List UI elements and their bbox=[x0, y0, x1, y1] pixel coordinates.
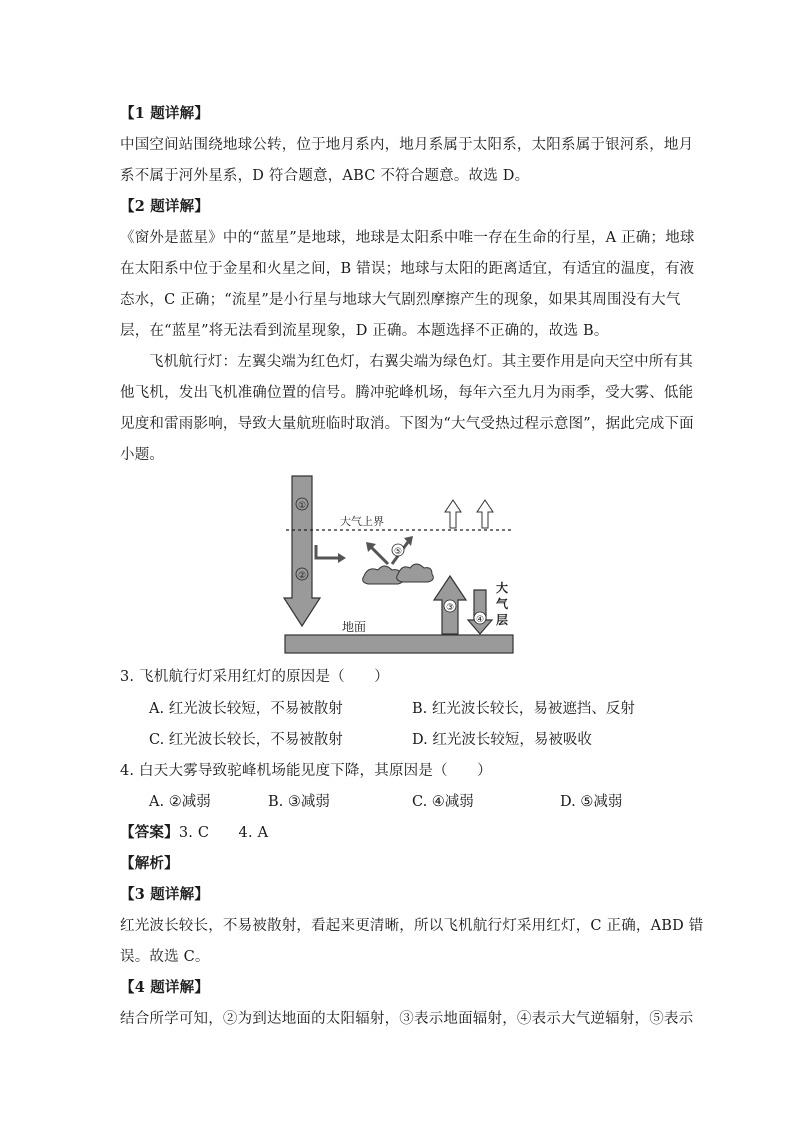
intro-line-2: 他飞机，发出飞机准确位置的信号。腾冲驼峰机场，每年六至九月为雨季，受大雾、低能 bbox=[120, 385, 694, 401]
scatter-arrow-a bbox=[370, 546, 388, 564]
q2-explanation-line-4: 层，在“蓝星”将无法看到流星现象，D 正确。本题选择不正确的，故选 B。 bbox=[120, 323, 609, 339]
intro-line-4: 小题。 bbox=[120, 447, 165, 463]
cloud-2 bbox=[397, 564, 434, 582]
q2-explanation-line-1: 《窗外是蓝星》中的“蓝星”是地球，地球是太阳系中唯一存在生命的行星，A 正确；地球 bbox=[120, 230, 695, 246]
heading-analysis: 【解析】 bbox=[120, 855, 179, 872]
reflection-arrow-line bbox=[316, 545, 338, 558]
q3-option-c: C. 红光波长较长，不易被散射 bbox=[149, 732, 343, 748]
heading-q3-explanation: 【3 题详解】 bbox=[120, 886, 210, 903]
atmosphere-top-label: 大气上界 bbox=[340, 515, 384, 528]
q4-option-d: D. ⑤减弱 bbox=[560, 794, 623, 810]
q3-option-b: B. 红光波长较长，易被遮挡、反射 bbox=[412, 701, 635, 717]
q1-explanation-line-2: 系不属于河外星系，D 符合题意，ABC 不符合题意。故选 D。 bbox=[120, 168, 530, 184]
q1-explanation-line-1: 中国空间站围绕地球公转，位于地月系内，地月系属于太阳系，太阳系属于银河系，地月 bbox=[120, 137, 694, 153]
outgoing-arrow-1 bbox=[445, 500, 461, 528]
heading-q1-explanation: 【1 题详解】 bbox=[120, 105, 210, 122]
q2-explanation-line-3: 态水，C 正确；“流星”是小行星与地球大气剧烈摩擦产生的现象，如果其周围没有大气 bbox=[120, 292, 681, 308]
q3-explanation-line-1: 红光波长较长，不易被散射，看起来更清晰，所以飞机航行灯采用红灯，C 正确，ABD 错 bbox=[120, 918, 704, 934]
intro-line-3: 见度和雷雨影响，导致大量航班临时取消。下图为“大气受热过程示意图”，据此完成下面 bbox=[120, 416, 694, 432]
question-3-stem: 3. 飞机航行灯采用红灯的原因是（ ） bbox=[120, 669, 389, 685]
atmosphere-label-2: 气 bbox=[495, 597, 509, 611]
ground-bar bbox=[285, 635, 513, 653]
q3-option-d: D. 红光波长较短，易被吸收 bbox=[412, 732, 592, 748]
q3-explanation-line-2: 误。故选 C。 bbox=[120, 949, 210, 965]
marker-3-label: ③ bbox=[445, 603, 455, 613]
question-4-stem: 4. 白天大雾导致驼峰机场能见度下降，其原因是（ ） bbox=[120, 763, 492, 779]
atmosphere-label-3: 层 bbox=[495, 613, 509, 627]
q4-option-c: C. ④减弱 bbox=[412, 794, 474, 810]
intro-line-1: 飞机航行灯：左翼尖端为红色灯，右翼尖端为绿色灯。其主要作用是向天空中所有其 bbox=[149, 354, 693, 370]
atmosphere-heating-diagram bbox=[280, 470, 520, 660]
heading-q2-explanation: 【2 题详解】 bbox=[120, 198, 210, 215]
heading-q4-explanation: 【4 题详解】 bbox=[120, 979, 210, 996]
answer-label: 【答案】 bbox=[120, 824, 179, 841]
marker-2-label: ② bbox=[297, 571, 307, 581]
answer-row bbox=[120, 821, 268, 842]
outgoing-arrow-2 bbox=[477, 500, 493, 528]
reflection-arrow-head bbox=[338, 553, 346, 563]
marker-5-label: ⑤ bbox=[393, 547, 403, 557]
atmosphere-label-1: 大 bbox=[495, 581, 509, 595]
q3-option-a: A. 红光波长较短，不易被散射 bbox=[149, 701, 343, 717]
q4-explanation-line-1: 结合所学可知，②为到达地面的太阳辐射，③表示地面辐射，④表示大气逆辐射，⑤表示 bbox=[120, 1011, 694, 1027]
q4-option-a: A. ②减弱 bbox=[149, 794, 211, 810]
ground-label: 地面 bbox=[342, 620, 367, 634]
q2-explanation-line-2: 在太阳系中位于金星和火星之间，B 错误；地球与太阳的距离适宜，有适宜的温度，有液 bbox=[120, 261, 695, 277]
marker-1-label: ① bbox=[297, 501, 307, 511]
q4-option-b: B. ③减弱 bbox=[268, 794, 330, 810]
answer-value: 3. C 4. A bbox=[178, 825, 269, 841]
marker-4-label: ④ bbox=[475, 615, 485, 625]
